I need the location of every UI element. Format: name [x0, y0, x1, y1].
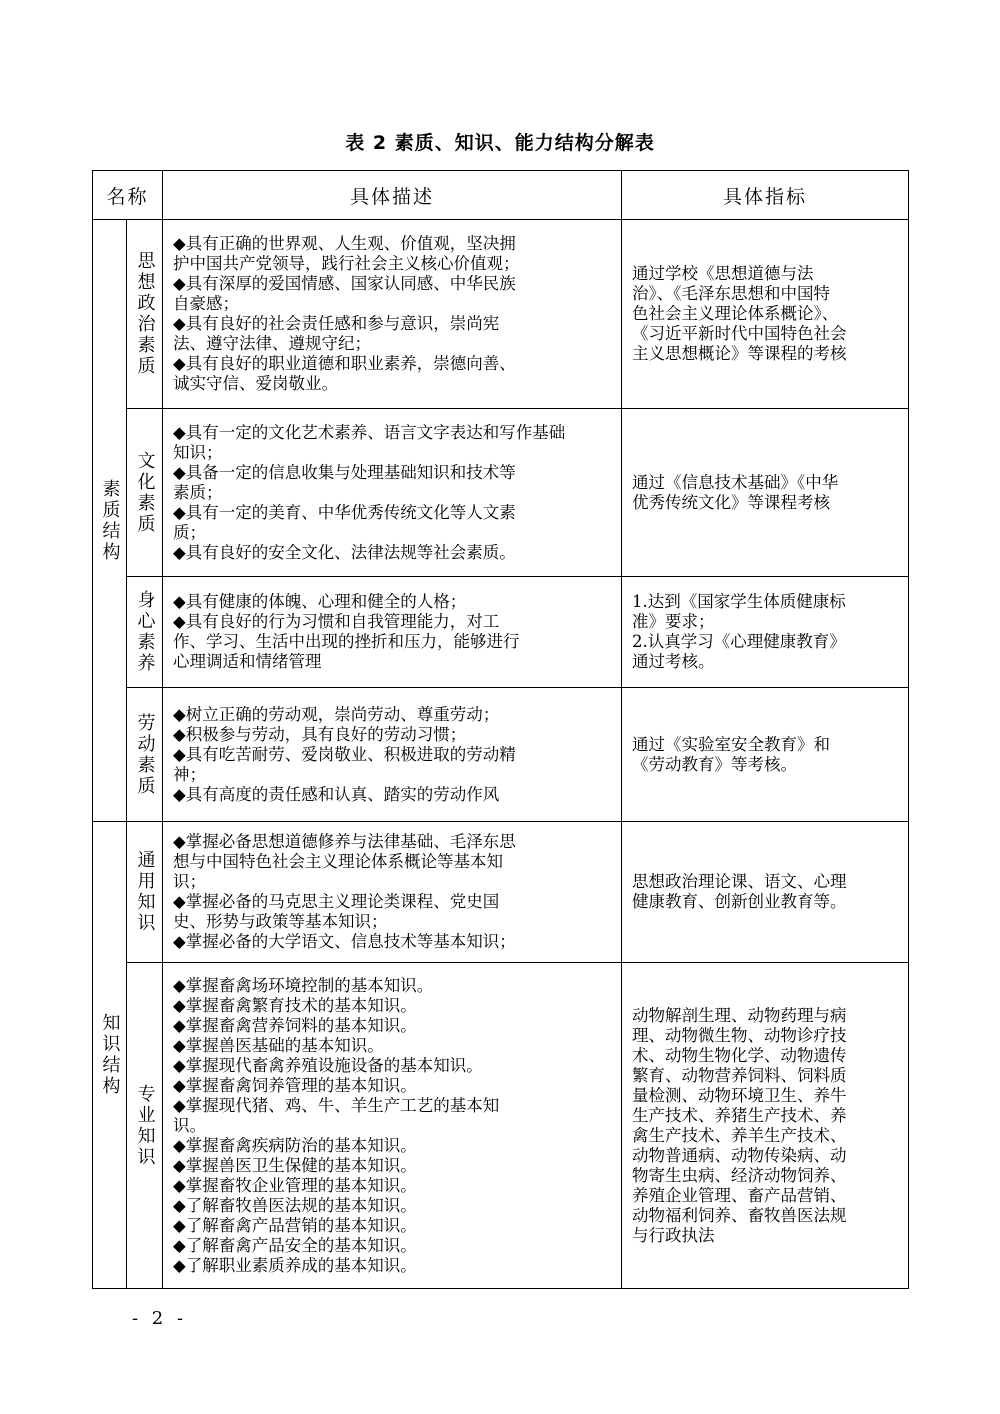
description-line: ◆掌握畜牧企业管理的基本知识。: [173, 1175, 417, 1195]
description-line: 自豪感；: [173, 294, 240, 313]
description-line: ◆掌握必备的大学语文、信息技术等基本知识；: [173, 932, 516, 951]
description-line: 质；: [173, 522, 207, 542]
description-line: ◆掌握畜禽繁育技术的基本知识。: [173, 995, 417, 1015]
table-row: [93, 409, 909, 577]
indicator-line: 治》、《毛泽东思想和中国特: [632, 284, 831, 303]
description-line: ◆具备一定的信息收集与处理基础知识和技术等: [173, 462, 516, 482]
indicator-cell: [622, 577, 909, 688]
indicator-cell: [622, 963, 909, 1289]
description-line: 知识；: [173, 442, 223, 462]
indicator-line: 养殖企业管理、畜产品营销、: [632, 1185, 847, 1205]
description-line: 史、形势与政策等基本知识；: [173, 912, 388, 931]
subcategory-cell: [127, 409, 163, 577]
description-line: 法、遵守法律、遵规守纪；: [173, 334, 372, 353]
description-line: ◆具有正确的世界观、人生观、价值观，坚决拥: [173, 234, 516, 253]
indicator-line: 理、动物微生物、动物诊疗技: [632, 1025, 847, 1045]
description-line: 识。: [173, 1115, 207, 1135]
description-line: 神；: [173, 764, 207, 784]
indicator-line: 禽生产技术、养羊生产技术、: [632, 1125, 847, 1145]
description-line: ◆具有良好的安全文化、法律法规等社会素质。: [173, 542, 516, 562]
description-line: ◆了解畜牧兽医法规的基本知识。: [173, 1195, 417, 1215]
subcategory-label: 思想政治素质: [134, 251, 156, 377]
description-line: ◆了解畜禽产品营销的基本知识。: [173, 1215, 417, 1235]
category-cell: [93, 822, 127, 1289]
indicator-line: 准》要求；: [632, 612, 715, 631]
indicator-line: 物寄生虫病、经济动物饲养、: [632, 1165, 847, 1185]
description-line: 心理调适和情绪管理: [173, 652, 322, 671]
description-line: ◆掌握必备思想道德修养与法律基础、毛泽东思: [173, 832, 516, 851]
indicator-line: 色社会主义理论体系概论》、: [632, 304, 839, 323]
table-row: [93, 963, 909, 1289]
indicator-line: 动物福利饲养、畜牧兽医法规: [632, 1205, 847, 1225]
description-line: ◆掌握畜禽场环境控制的基本知识。: [173, 975, 434, 995]
subcategory-label: 劳动素质: [134, 712, 156, 797]
indicator-line: 通过《实验室安全教育》和: [632, 734, 831, 754]
table-title: 表 2 素质、知识、能力结构分解表: [345, 132, 655, 154]
description-line: ◆了解职业素质养成的基本知识。: [173, 1255, 417, 1275]
indicator-line: 与行政执法: [632, 1225, 715, 1245]
page-number: - 2 -: [132, 1308, 188, 1329]
indicator-cell: [622, 688, 909, 822]
table-row: [93, 688, 909, 822]
subcategory-label: 通用知识: [134, 850, 156, 934]
indicator-line: 繁育、动物营养饲料、饲料质: [632, 1065, 847, 1085]
indicator-cell: [622, 409, 909, 577]
category-label: 知识结构: [99, 1013, 121, 1097]
description-line: ◆了解畜禽产品安全的基本知识。: [173, 1235, 417, 1255]
category-cell: [93, 220, 127, 822]
description-line: ◆掌握畜禽营养饲料的基本知识。: [173, 1015, 417, 1035]
indicator-line: 动物解剖生理、动物药理与病: [632, 1005, 847, 1025]
description-line: ◆具有一定的美育、中华优秀传统文化等人文素: [173, 502, 516, 522]
description-cell: [163, 963, 622, 1289]
indicator-line: 通过《信息技术基础》《中华: [632, 472, 839, 492]
description-line: ◆掌握现代畜禽养殖设施设备的基本知识。: [173, 1055, 483, 1075]
header-name: 名称: [93, 171, 163, 220]
indicator-line: 1.达到《国家学生体质健康标: [632, 592, 846, 611]
indicator-line: 动物普通病、动物传染病、动: [632, 1145, 847, 1165]
header-desc: 具体描述: [163, 171, 622, 220]
description-line: ◆掌握兽医卫生保健的基本知识。: [173, 1155, 417, 1175]
structure-table: [92, 170, 909, 1289]
description-line: ◆具有深厚的爱国情感、国家认同感、中华民族: [173, 274, 516, 293]
subcategory-label: 身心素养: [134, 590, 156, 674]
indicator-cell: [622, 822, 909, 963]
indicator-line: 健康教育、创新创业教育等。: [632, 892, 847, 911]
subcategory-label: 文化素质: [134, 450, 156, 535]
description-line: 识；: [173, 872, 207, 891]
indicator-line: 量检测、动物环境卫生、养牛: [632, 1085, 847, 1105]
description-line: ◆具有良好的行为习惯和自我管理能力，对工: [173, 612, 500, 631]
description-line: ◆具有一定的文化艺术素养、语言文字表达和写作基础: [173, 422, 566, 442]
description-line: 想与中国特色社会主义理论体系概论等基本知: [173, 852, 504, 871]
subcategory-cell: [127, 963, 163, 1289]
description-line: 护中国共产党领导，践行社会主义核心价值观；: [173, 254, 520, 273]
header-row: [93, 171, 909, 220]
description-cell: [163, 577, 622, 688]
subcategory-cell: [127, 220, 163, 409]
description-cell: [163, 688, 622, 822]
indicator-line: 优秀传统文化》等课程考核: [632, 492, 831, 512]
indicator-cell: [622, 220, 909, 409]
description-line: ◆具有健康的体魄、心理和健全的人格；: [173, 592, 467, 611]
description-line: ◆具有吃苦耐劳、爱岗敬业、积极进取的劳动精: [173, 744, 516, 764]
description-line: ◆掌握必备的马克思主义理论类课程、党史国: [173, 892, 500, 911]
description-line: ◆掌握现代猪、鸡、牛、羊生产工艺的基本知: [173, 1095, 500, 1115]
table-row: [93, 220, 909, 409]
indicator-line: 《劳动教育》等考核。: [632, 754, 798, 774]
indicator-line: 主义思想概论》等课程的考核: [632, 344, 847, 363]
description-cell: [163, 409, 622, 577]
description-line: ◆掌握畜禽疾病防治的基本知识。: [173, 1135, 417, 1155]
description-line: ◆具有良好的职业道德和职业素养，崇德向善、: [173, 354, 516, 373]
indicator-line: 思想政治理论课、语文、心理: [632, 872, 847, 891]
subcategory-label: 专业知识: [134, 1083, 156, 1168]
description-line: 素质；: [173, 482, 223, 502]
description-cell: [163, 220, 622, 409]
header-indicator: 具体指标: [622, 171, 909, 220]
table-row: [93, 577, 909, 688]
subcategory-cell: [127, 688, 163, 822]
indicator-line: 生产技术、养猪生产技术、养: [632, 1105, 847, 1125]
description-line: 作、学习、生活中出现的挫折和压力，能够进行: [173, 632, 520, 651]
indicator-line: 通过考核。: [632, 652, 715, 671]
description-line: ◆具有良好的社会责任感和参与意识，崇尚宪: [173, 314, 500, 333]
description-line: ◆具有高度的责任感和认真、踏实的劳动作风: [173, 784, 500, 804]
category-label: 素质结构: [99, 478, 121, 563]
table-row: [93, 822, 909, 963]
subcategory-cell: [127, 822, 163, 963]
description-cell: [163, 822, 622, 963]
description-line: ◆掌握兽医基础的基本知识。: [173, 1035, 384, 1055]
subcategory-cell: [127, 577, 163, 688]
description-line: ◆积极参与劳动，具有良好的劳动习惯；: [173, 724, 467, 744]
indicator-line: 通过学校《思想道德与法: [632, 264, 814, 283]
description-line: ◆掌握畜禽饲养管理的基本知识。: [173, 1075, 417, 1095]
indicator-line: 2.认真学习《心理健康教育》: [632, 632, 846, 651]
indicator-line: 术、动物生物化学、动物遗传: [632, 1045, 847, 1065]
indicator-line: 《习近平新时代中国特色社会: [632, 324, 847, 343]
description-line: 诚实守信、爱岗敬业。: [173, 374, 339, 393]
description-line: ◆树立正确的劳动观，崇尚劳动、尊重劳动；: [173, 704, 500, 724]
